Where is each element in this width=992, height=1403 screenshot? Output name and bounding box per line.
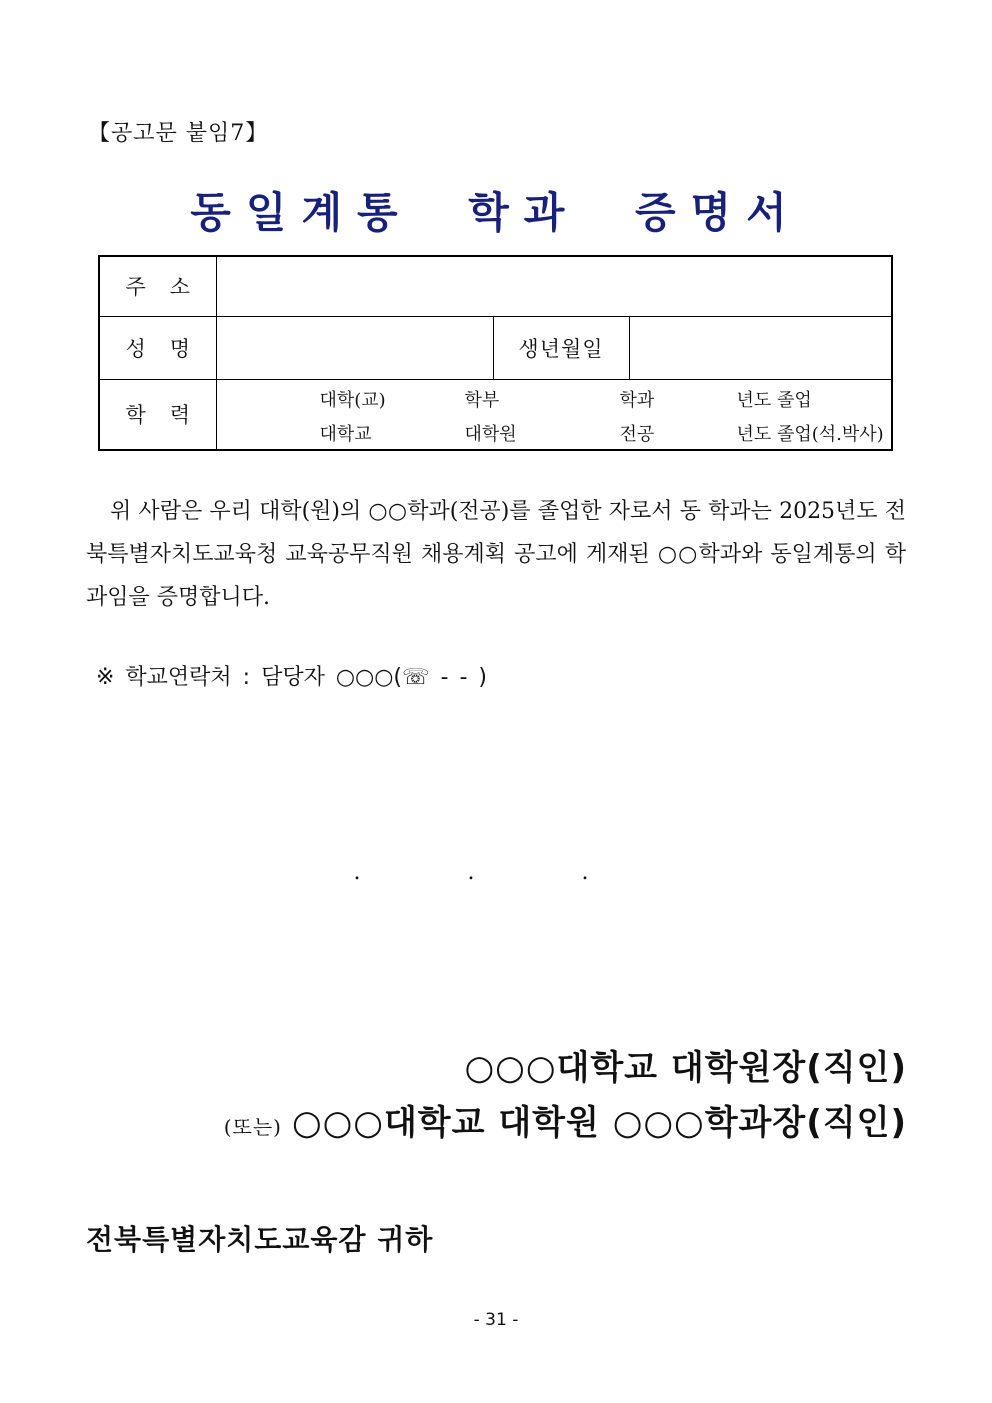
signature-or-label: (또는)	[223, 1115, 282, 1139]
page-number: - 31 -	[473, 1310, 519, 1330]
certification-text: 위 사람은 우리 대학(원)의 ○○학과(전공)를 졸업한 자로서 동 학과는 2025년도 전북특별자치도교육청 교육공무직원 채용계획 공고에 게재된 ○○학과와 동일계통의 학과임을 증명합니다.	[86, 499, 906, 610]
education-grad-line	[217, 414, 892, 448]
address-label: 주소	[99, 256, 216, 316]
faculty-label: 학부	[464, 390, 500, 412]
signature-dean: ○○○대학교 대학원장(직인)	[464, 1048, 907, 1088]
graduate-school-label: 대학원	[464, 424, 517, 446]
recipient-line: 전북특별자치도교육감 귀하	[86, 1223, 434, 1256]
birthdate-field[interactable]	[629, 316, 892, 379]
education-undergrad-line	[217, 380, 892, 414]
attachment-label: 【공고문 붙임7】	[88, 121, 269, 146]
date-placeholder: . . .	[353, 860, 639, 885]
signature-alternate	[224, 1095, 907, 1144]
name-field[interactable]	[216, 316, 493, 379]
graduation-year-label: 년도 졸업	[736, 390, 812, 412]
school-contact-line: ※ 학교연락처 : 담당자 ○○○(☏ - - )	[96, 665, 487, 690]
university-label: 대학(교)	[319, 390, 386, 412]
document-title: 동일계통 학과 증명서	[190, 188, 802, 237]
address-field[interactable]	[216, 256, 892, 316]
university-label: 대학교	[319, 424, 372, 446]
certification-paragraph	[86, 490, 906, 619]
signature-department-head: ○○○대학교 대학원 ○○○학과장(직인)	[291, 1103, 907, 1143]
department-label: 학과	[619, 390, 655, 412]
name-label: 성명	[99, 316, 216, 379]
certificate-form-table	[98, 255, 893, 451]
graduation-year-degree-label: 년도 졸업(석.박사)	[736, 424, 884, 446]
major-label: 전공	[619, 424, 655, 446]
education-label: 학력	[99, 379, 216, 450]
birthdate-label: 생년월일	[493, 316, 629, 379]
education-field[interactable]	[216, 379, 892, 450]
